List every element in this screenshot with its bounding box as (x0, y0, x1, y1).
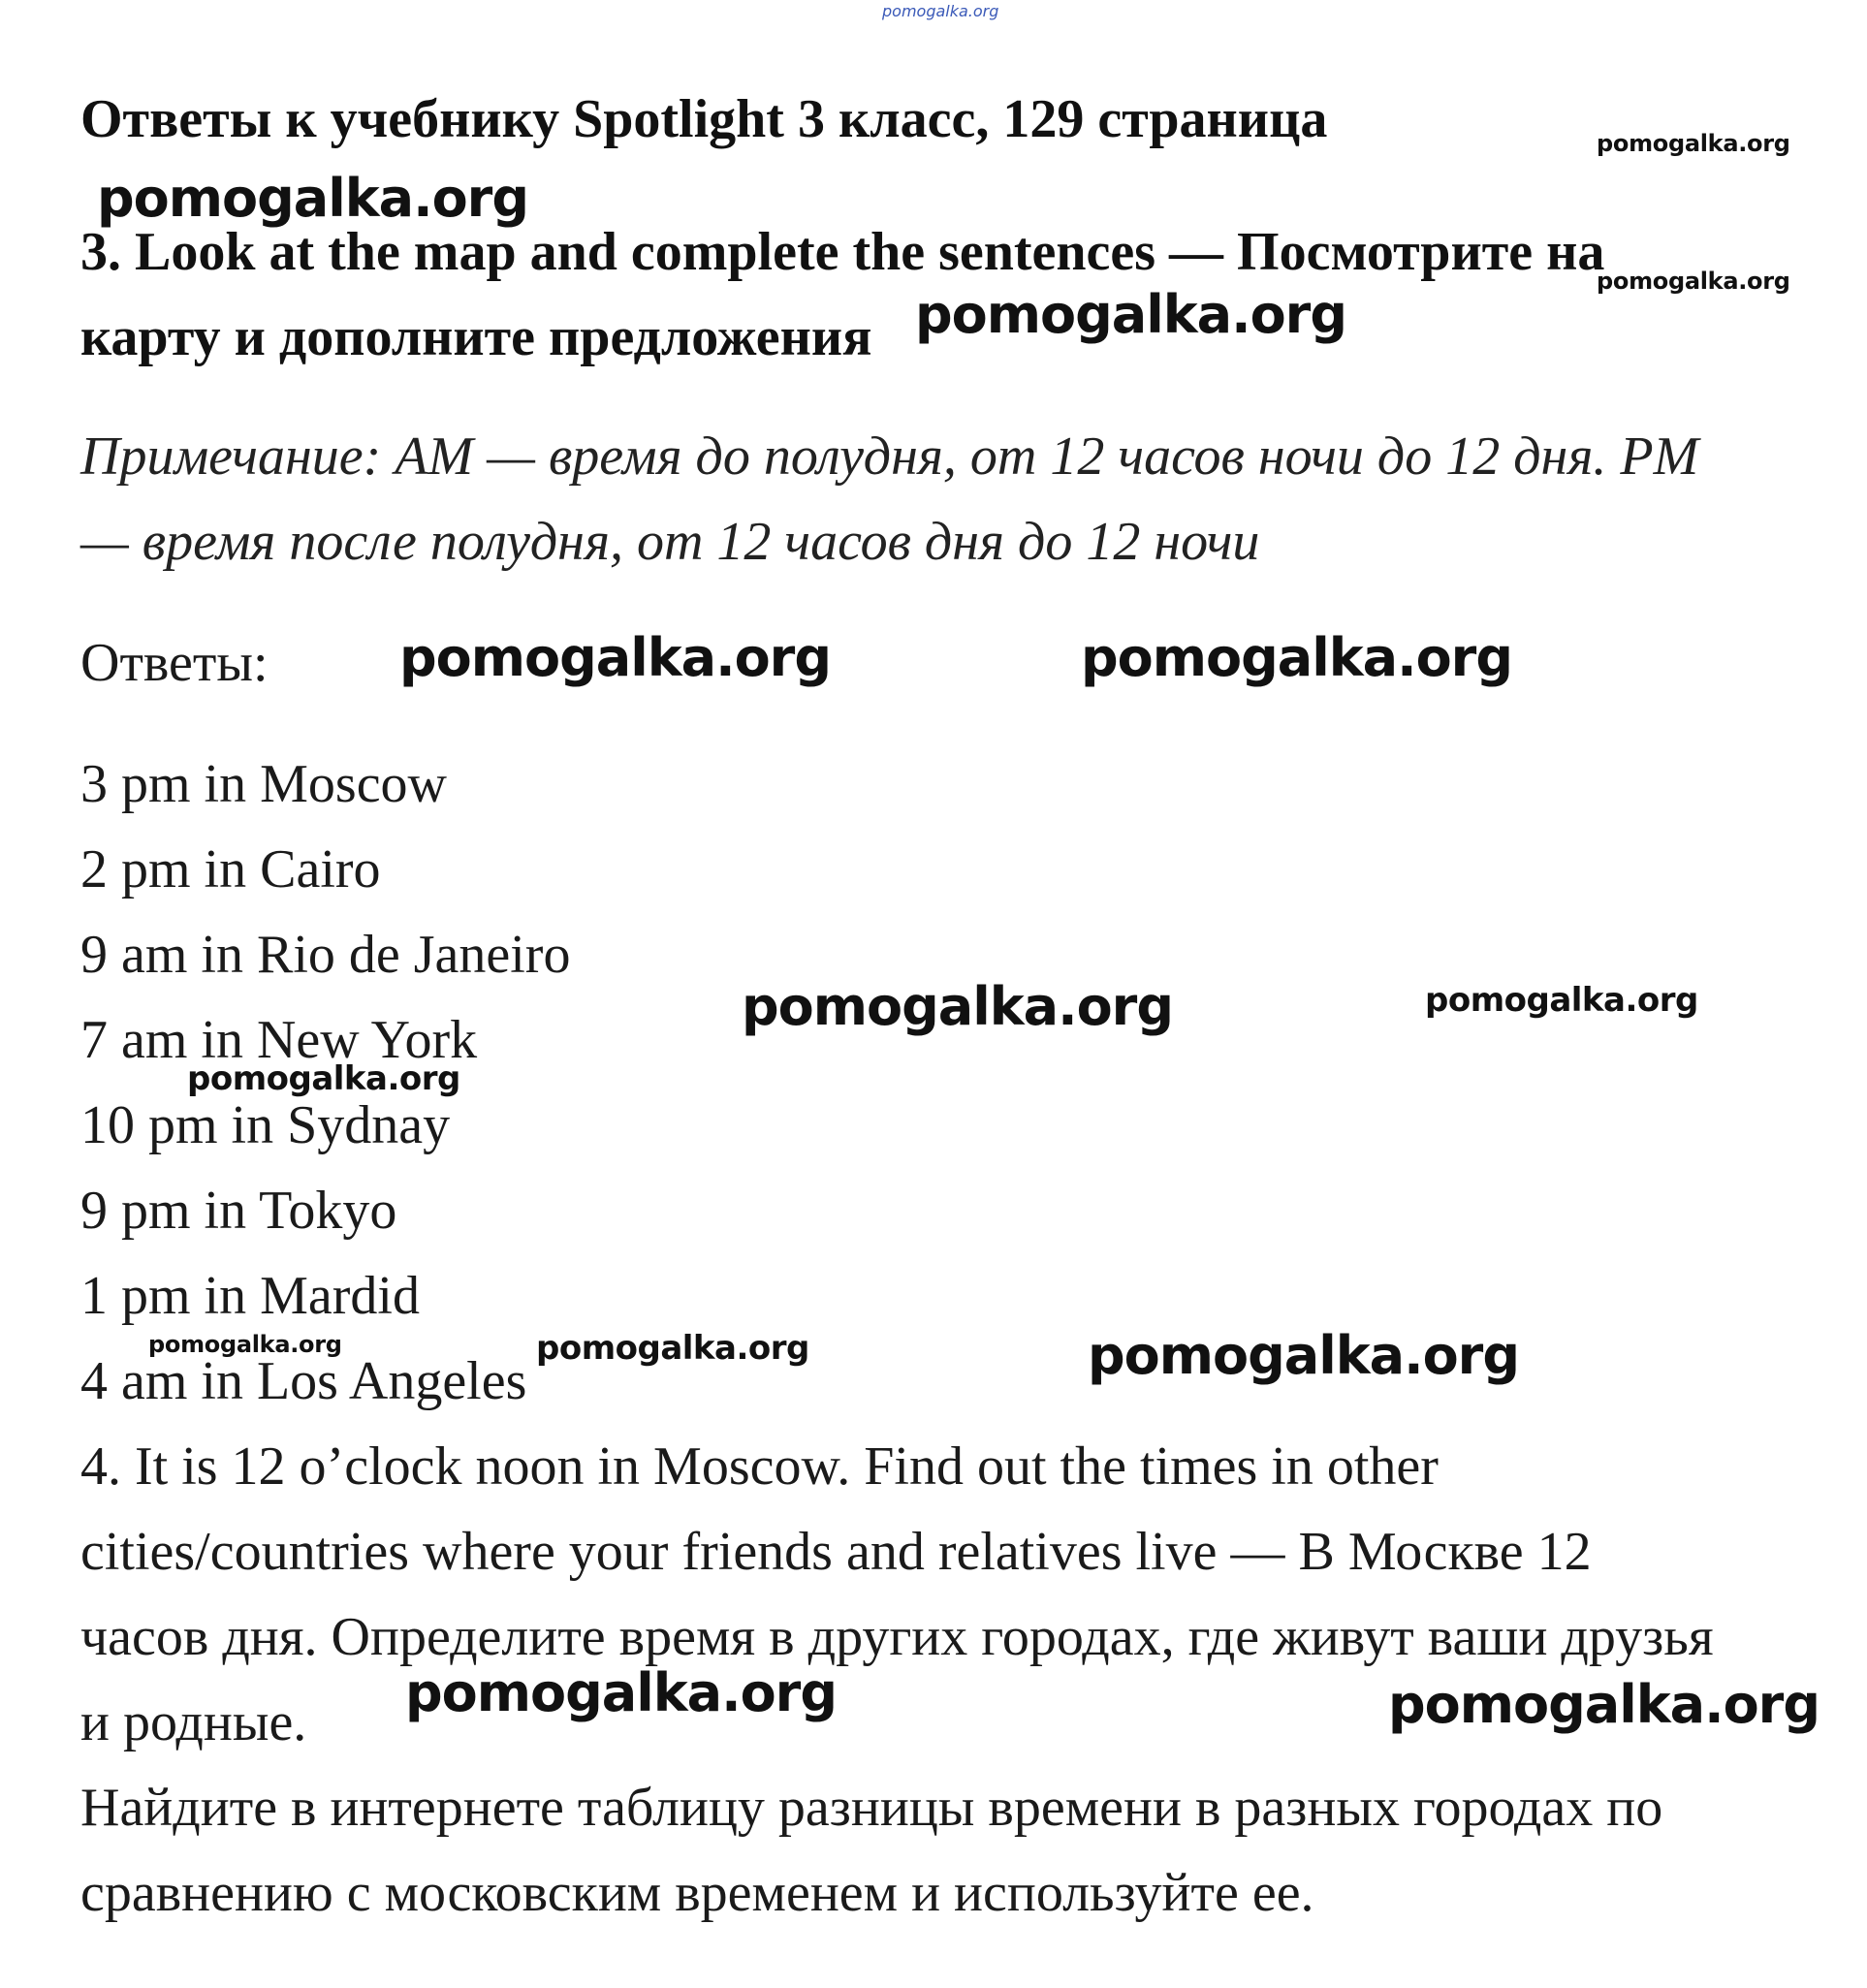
list-item: 9 am in Rio de Janeiro (80, 925, 571, 985)
list-item: 2 pm in Cairo (80, 839, 381, 899)
watermark: pomogalka.org (1388, 1674, 1820, 1735)
watermark: pomogalka.org (1081, 627, 1512, 688)
watermark: pomogalka.org (148, 1331, 342, 1358)
exercise-3-line-1: 3. Look at the map and complete the sentences — Посмотрите на (80, 222, 1605, 282)
exercise-4-line-2: cities/countries where your friends and relatives live — В Москве 12 (80, 1522, 1592, 1582)
watermark: pomogalka.org (1597, 268, 1790, 295)
list-item: 3 pm in Moscow (80, 754, 447, 814)
note-line-2: — время после полудня, от 12 часов дня до 12 ночи (80, 512, 1260, 572)
watermark: pomogalka.org (97, 168, 528, 229)
exercise-4-line-3: часов дня. Определите время в других городах, где живут ваши друзья (80, 1607, 1714, 1667)
watermark: pomogalka.org (399, 627, 831, 688)
header-watermark: pomogalka.org (882, 2, 999, 20)
exercise-4-line-4: и родные. (80, 1692, 307, 1752)
list-item: 4 am in Los Angeles (80, 1351, 527, 1411)
watermark: pomogalka.org (405, 1662, 837, 1723)
note-line-1: Примечание: AM — время до полудня, от 12 часов ночи до 12 дня. PM (80, 426, 1699, 487)
list-item: 9 pm in Tokyo (80, 1181, 397, 1241)
exercise-4-line-1: 4. It is 12 o’clock noon in Moscow. Find out the times in other (80, 1436, 1439, 1497)
watermark: pomogalka.org (915, 284, 1346, 345)
watermark: pomogalka.org (742, 976, 1173, 1037)
watermark: pomogalka.org (1088, 1325, 1519, 1386)
watermark: pomogalka.org (1597, 130, 1790, 157)
list-item: 1 pm in Mardid (80, 1266, 420, 1326)
list-item: 7 am in New York (80, 1010, 478, 1070)
exercise-4-line-6: сравнению с московским временем и используйте ее. (80, 1863, 1314, 1923)
watermark: pomogalka.org (187, 1059, 460, 1098)
exercise-3-line-2: карту и дополните предложения (80, 307, 872, 367)
page-title: Ответы к учебнику Spotlight 3 класс, 129 страница (80, 89, 1328, 149)
watermark: pomogalka.org (536, 1329, 809, 1368)
exercise-4-line-5: Найдите в интернете таблицу разницы времени в разных городах по (80, 1778, 1663, 1838)
watermark: pomogalka.org (1425, 981, 1698, 1020)
answers-label: Ответы: (80, 633, 269, 693)
list-item: 10 pm in Sydnay (80, 1095, 451, 1155)
